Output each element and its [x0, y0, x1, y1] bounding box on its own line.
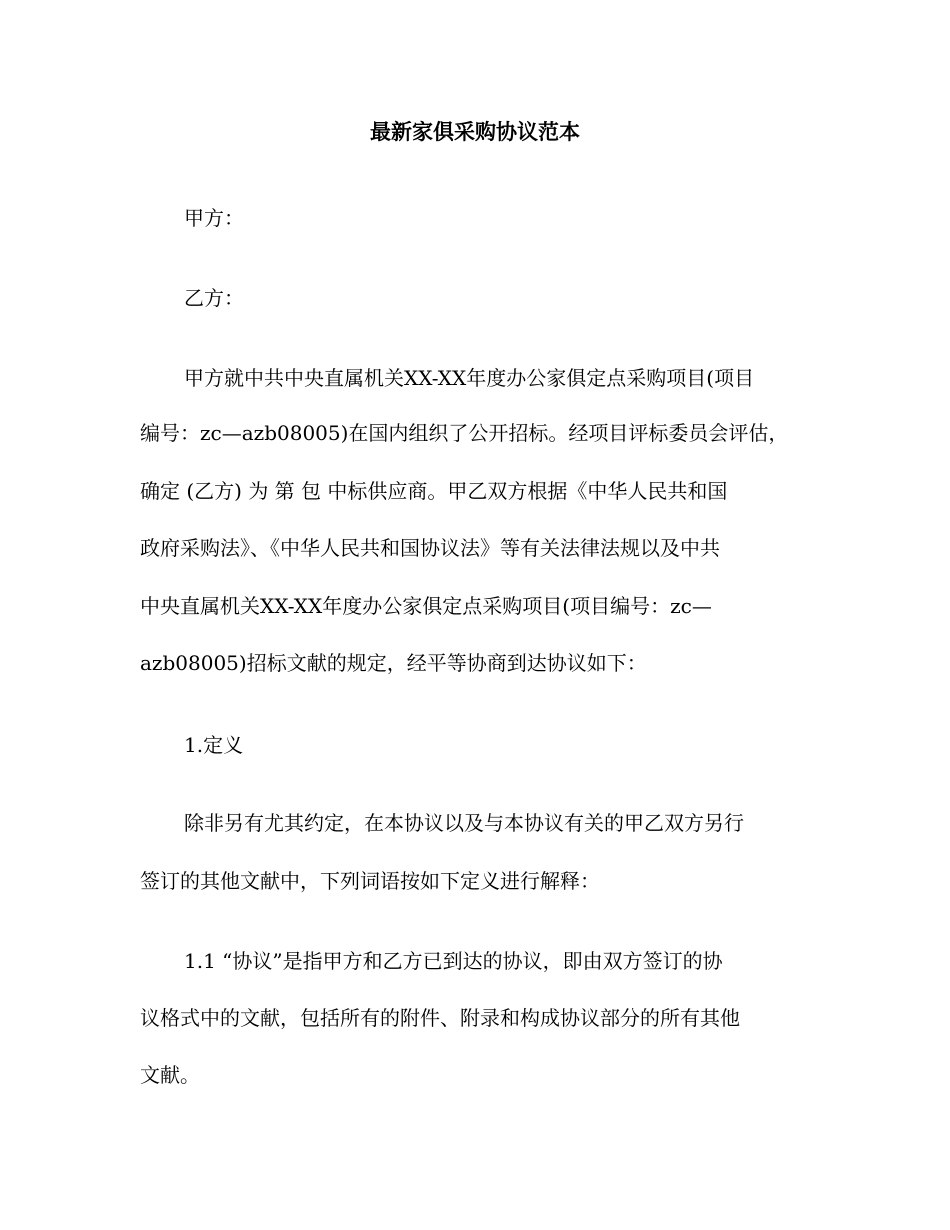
intro-line: 甲方就中共中央直属机关XX-XX年度办公家俱定点采购项目(项目 [184, 366, 755, 390]
intro-line: 政府采购法》、《中华人民共和国协议法》等有关法律法规以及中共 [140, 536, 720, 560]
intro-line: 确定 (乙方) 为 第 包 中标供应商。甲乙双方根据《中华人民共和国 [140, 479, 728, 503]
intro-line: 编号：zc—azb08005)在国内组织了公开招标。经项目评标委员会评估， [140, 421, 789, 445]
party-b-label: 乙方： [184, 286, 244, 310]
document-title: 最新家俱采购协议范本 [370, 119, 580, 144]
section-heading: 1.定义 [184, 733, 244, 757]
clause-1-1-line: 1.1 “协议”是指甲方和乙方已到达的协议，即由双方签订的协 [184, 949, 723, 973]
section-1-line: 签订的其他文献中，下列词语按如下定义进行解释： [140, 869, 600, 893]
party-a-label: 甲方： [184, 206, 244, 230]
clause-1-1-line: 文献。 [140, 1063, 200, 1087]
intro-line: azb08005)招标文献的规定，经平等协商到达协议如下： [140, 651, 647, 675]
intro-line: 中央直属机关XX-XX年度办公家俱定点采购项目(项目编号：zc— [140, 594, 712, 618]
clause-1-1-line: 议格式中的文献，包括所有的附件、附录和构成协议部分的所有其他 [140, 1006, 740, 1030]
section-1-line: 除非另有尤其约定，在本协议以及与本协议有关的甲乙双方另行 [184, 811, 744, 835]
